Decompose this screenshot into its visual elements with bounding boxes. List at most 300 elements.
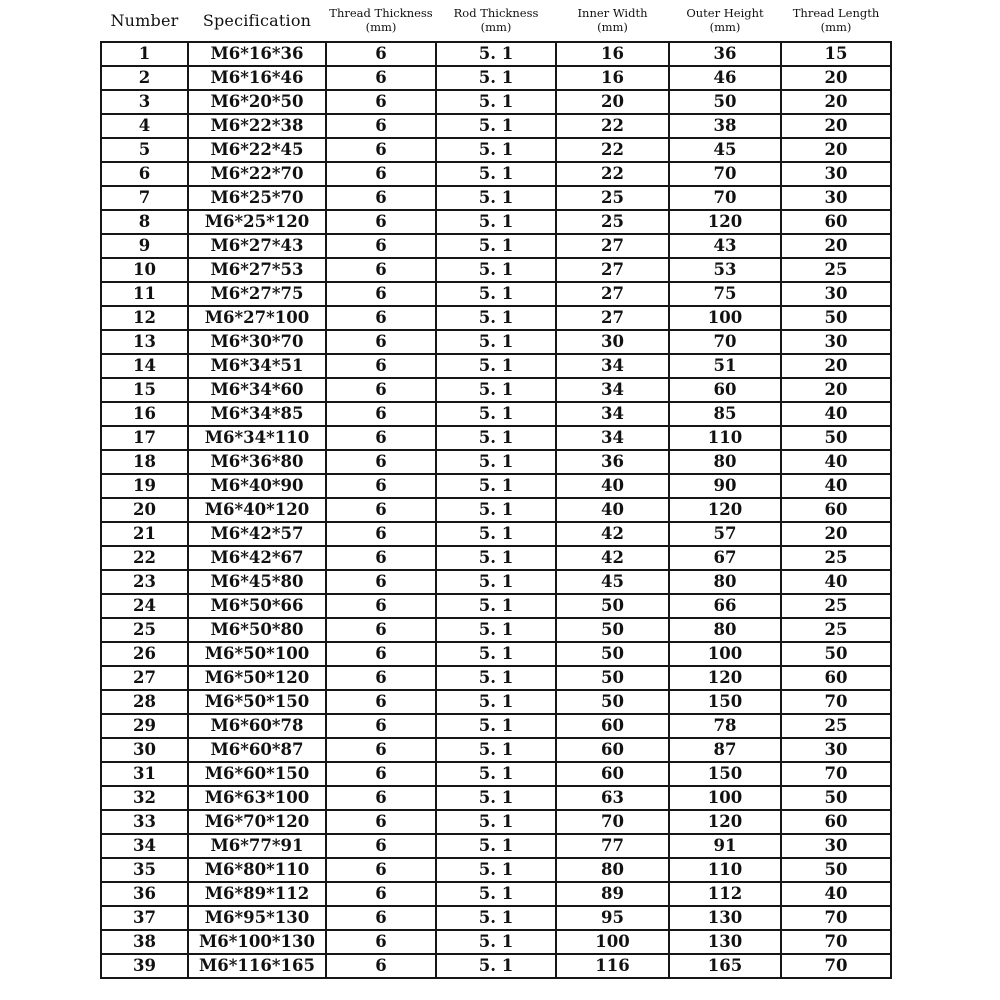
cell-thread_thickness_mm: 6	[326, 426, 436, 450]
cell-rod_thickness_mm: 5. 1	[436, 282, 556, 306]
table-row	[101, 498, 891, 522]
cell-rod_thickness_mm: 5. 1	[436, 330, 556, 354]
table-header-row	[101, 4, 891, 42]
cell-rod_thickness_mm: 5. 1	[436, 762, 556, 786]
cell-rod_thickness_mm: 5. 1	[436, 378, 556, 402]
table-row	[101, 762, 891, 786]
cell-outer_height_mm: 110	[669, 858, 781, 882]
cell-specification: M6*22*70	[188, 162, 326, 186]
cell-specification: M6*30*70	[188, 330, 326, 354]
cell-outer_height_mm: 112	[669, 882, 781, 906]
table-row	[101, 138, 891, 162]
table-row	[101, 810, 891, 834]
cell-thread_thickness_mm: 6	[326, 306, 436, 330]
cell-outer_height_mm: 75	[669, 282, 781, 306]
cell-outer_height_mm: 91	[669, 834, 781, 858]
cell-inner_width_mm: 27	[556, 258, 669, 282]
table-row	[101, 882, 891, 906]
cell-rod_thickness_mm: 5. 1	[436, 858, 556, 882]
cell-inner_width_mm: 63	[556, 786, 669, 810]
col-header-inner-width-label: Inner Width	[577, 6, 648, 20]
cell-rod_thickness_mm: 5. 1	[436, 138, 556, 162]
cell-number: 3	[101, 90, 188, 114]
cell-inner_width_mm: 100	[556, 930, 669, 954]
cell-rod_thickness_mm: 5. 1	[436, 402, 556, 426]
cell-thread_length_mm: 20	[781, 90, 891, 114]
cell-number: 5	[101, 138, 188, 162]
col-header-inner-width	[556, 4, 669, 42]
cell-thread_thickness_mm: 6	[326, 282, 436, 306]
specification-table-container	[100, 4, 892, 979]
cell-inner_width_mm: 50	[556, 594, 669, 618]
cell-specification: M6*27*100	[188, 306, 326, 330]
cell-outer_height_mm: 70	[669, 162, 781, 186]
cell-thread_thickness_mm: 6	[326, 66, 436, 90]
cell-rod_thickness_mm: 5. 1	[436, 426, 556, 450]
cell-outer_height_mm: 66	[669, 594, 781, 618]
col-header-outer-height-label: Outer Height	[686, 6, 764, 20]
cell-outer_height_mm: 130	[669, 906, 781, 930]
cell-thread_thickness_mm: 6	[326, 666, 436, 690]
cell-specification: M6*16*46	[188, 66, 326, 90]
cell-inner_width_mm: 60	[556, 738, 669, 762]
cell-thread_thickness_mm: 6	[326, 930, 436, 954]
table-row	[101, 426, 891, 450]
cell-thread_thickness_mm: 6	[326, 786, 436, 810]
cell-rod_thickness_mm: 5. 1	[436, 306, 556, 330]
cell-inner_width_mm: 36	[556, 450, 669, 474]
table-row	[101, 234, 891, 258]
col-header-rod-thickness-label: Rod Thickness	[453, 6, 539, 20]
cell-thread_length_mm: 20	[781, 234, 891, 258]
cell-rod_thickness_mm: 5. 1	[436, 666, 556, 690]
cell-number: 30	[101, 738, 188, 762]
cell-specification: M6*20*50	[188, 90, 326, 114]
cell-rod_thickness_mm: 5. 1	[436, 738, 556, 762]
cell-thread_length_mm: 60	[781, 666, 891, 690]
cell-thread_thickness_mm: 6	[326, 138, 436, 162]
cell-outer_height_mm: 51	[669, 354, 781, 378]
cell-thread_length_mm: 30	[781, 282, 891, 306]
cell-thread_thickness_mm: 6	[326, 186, 436, 210]
cell-thread_thickness_mm: 6	[326, 738, 436, 762]
cell-number: 11	[101, 282, 188, 306]
cell-outer_height_mm: 100	[669, 786, 781, 810]
cell-rod_thickness_mm: 5. 1	[436, 90, 556, 114]
cell-thread_length_mm: 40	[781, 474, 891, 498]
cell-thread_thickness_mm: 6	[326, 210, 436, 234]
cell-rod_thickness_mm: 5. 1	[436, 258, 556, 282]
cell-number: 6	[101, 162, 188, 186]
cell-specification: M6*42*57	[188, 522, 326, 546]
cell-number: 10	[101, 258, 188, 282]
cell-number: 25	[101, 618, 188, 642]
cell-inner_width_mm: 34	[556, 426, 669, 450]
cell-specification: M6*25*120	[188, 210, 326, 234]
cell-inner_width_mm: 25	[556, 210, 669, 234]
cell-rod_thickness_mm: 5. 1	[436, 810, 556, 834]
cell-inner_width_mm: 27	[556, 282, 669, 306]
cell-inner_width_mm: 42	[556, 522, 669, 546]
table-row	[101, 738, 891, 762]
cell-outer_height_mm: 120	[669, 810, 781, 834]
cell-inner_width_mm: 20	[556, 90, 669, 114]
cell-number: 27	[101, 666, 188, 690]
cell-thread_length_mm: 30	[781, 330, 891, 354]
cell-number: 15	[101, 378, 188, 402]
cell-outer_height_mm: 120	[669, 210, 781, 234]
cell-rod_thickness_mm: 5. 1	[436, 930, 556, 954]
cell-thread_thickness_mm: 6	[326, 354, 436, 378]
cell-specification: M6*34*51	[188, 354, 326, 378]
cell-outer_height_mm: 150	[669, 690, 781, 714]
cell-thread_length_mm: 25	[781, 594, 891, 618]
cell-specification: M6*100*130	[188, 930, 326, 954]
table-row	[101, 714, 891, 738]
table-row	[101, 186, 891, 210]
cell-outer_height_mm: 110	[669, 426, 781, 450]
cell-thread_thickness_mm: 6	[326, 642, 436, 666]
cell-specification: M6*34*110	[188, 426, 326, 450]
cell-rod_thickness_mm: 5. 1	[436, 882, 556, 906]
col-header-number	[101, 4, 188, 42]
cell-inner_width_mm: 27	[556, 306, 669, 330]
cell-specification: M6*63*100	[188, 786, 326, 810]
cell-thread_length_mm: 30	[781, 162, 891, 186]
cell-specification: M6*25*70	[188, 186, 326, 210]
cell-thread_length_mm: 50	[781, 786, 891, 810]
cell-outer_height_mm: 80	[669, 570, 781, 594]
cell-thread_length_mm: 25	[781, 714, 891, 738]
cell-inner_width_mm: 50	[556, 618, 669, 642]
cell-thread_thickness_mm: 6	[326, 570, 436, 594]
cell-rod_thickness_mm: 5. 1	[436, 690, 556, 714]
cell-rod_thickness_mm: 5. 1	[436, 450, 556, 474]
cell-inner_width_mm: 40	[556, 474, 669, 498]
cell-outer_height_mm: 50	[669, 90, 781, 114]
cell-thread_length_mm: 20	[781, 138, 891, 162]
table-row	[101, 690, 891, 714]
cell-specification: M6*50*66	[188, 594, 326, 618]
cell-outer_height_mm: 87	[669, 738, 781, 762]
cell-inner_width_mm: 50	[556, 690, 669, 714]
cell-thread_length_mm: 20	[781, 114, 891, 138]
cell-outer_height_mm: 57	[669, 522, 781, 546]
col-header-thread-length-unit: (mm)	[820, 19, 852, 34]
col-header-thread-length	[781, 4, 891, 42]
col-header-rod-thickness	[436, 4, 556, 42]
table-row	[101, 210, 891, 234]
table-row	[101, 258, 891, 282]
cell-thread_thickness_mm: 6	[326, 90, 436, 114]
cell-specification: M6*40*120	[188, 498, 326, 522]
table-row	[101, 930, 891, 954]
cell-rod_thickness_mm: 5. 1	[436, 714, 556, 738]
cell-specification: M6*50*120	[188, 666, 326, 690]
cell-thread_length_mm: 20	[781, 354, 891, 378]
cell-thread_length_mm: 50	[781, 858, 891, 882]
cell-rod_thickness_mm: 5. 1	[436, 594, 556, 618]
cell-number: 34	[101, 834, 188, 858]
cell-rod_thickness_mm: 5. 1	[436, 234, 556, 258]
cell-number: 13	[101, 330, 188, 354]
table-row	[101, 618, 891, 642]
cell-number: 19	[101, 474, 188, 498]
cell-thread_length_mm: 60	[781, 210, 891, 234]
cell-inner_width_mm: 60	[556, 714, 669, 738]
cell-outer_height_mm: 67	[669, 546, 781, 570]
table-row	[101, 954, 891, 978]
table-row	[101, 450, 891, 474]
specification-table	[100, 4, 892, 979]
cell-rod_thickness_mm: 5. 1	[436, 66, 556, 90]
cell-inner_width_mm: 34	[556, 354, 669, 378]
cell-specification: M6*27*53	[188, 258, 326, 282]
cell-thread_thickness_mm: 6	[326, 546, 436, 570]
cell-outer_height_mm: 70	[669, 186, 781, 210]
table-row	[101, 306, 891, 330]
cell-outer_height_mm: 78	[669, 714, 781, 738]
col-header-outer-height	[669, 4, 781, 42]
cell-specification: M6*27*75	[188, 282, 326, 306]
cell-thread_length_mm: 25	[781, 546, 891, 570]
cell-thread_length_mm: 60	[781, 498, 891, 522]
table-row	[101, 834, 891, 858]
cell-thread_length_mm: 40	[781, 402, 891, 426]
cell-thread_length_mm: 40	[781, 882, 891, 906]
cell-thread_length_mm: 20	[781, 378, 891, 402]
cell-inner_width_mm: 22	[556, 114, 669, 138]
cell-outer_height_mm: 45	[669, 138, 781, 162]
cell-thread_thickness_mm: 6	[326, 378, 436, 402]
cell-number: 12	[101, 306, 188, 330]
table-header	[101, 4, 891, 42]
cell-rod_thickness_mm: 5. 1	[436, 642, 556, 666]
cell-thread_thickness_mm: 6	[326, 906, 436, 930]
cell-outer_height_mm: 36	[669, 42, 781, 66]
cell-inner_width_mm: 116	[556, 954, 669, 978]
cell-thread_thickness_mm: 6	[326, 594, 436, 618]
cell-outer_height_mm: 38	[669, 114, 781, 138]
cell-specification: M6*50*80	[188, 618, 326, 642]
cell-thread_thickness_mm: 6	[326, 114, 436, 138]
cell-outer_height_mm: 53	[669, 258, 781, 282]
cell-number: 8	[101, 210, 188, 234]
table-row	[101, 114, 891, 138]
cell-number: 22	[101, 546, 188, 570]
table-row	[101, 354, 891, 378]
cell-thread_thickness_mm: 6	[326, 474, 436, 498]
cell-inner_width_mm: 16	[556, 66, 669, 90]
cell-inner_width_mm: 50	[556, 666, 669, 690]
cell-outer_height_mm: 46	[669, 66, 781, 90]
table-row	[101, 786, 891, 810]
cell-number: 31	[101, 762, 188, 786]
cell-inner_width_mm: 95	[556, 906, 669, 930]
table-row	[101, 594, 891, 618]
cell-thread_length_mm: 20	[781, 522, 891, 546]
table-row	[101, 66, 891, 90]
col-header-thread-thickness	[326, 4, 436, 42]
table-row	[101, 570, 891, 594]
cell-rod_thickness_mm: 5. 1	[436, 210, 556, 234]
cell-thread_thickness_mm: 6	[326, 258, 436, 282]
cell-number: 38	[101, 930, 188, 954]
cell-rod_thickness_mm: 5. 1	[436, 522, 556, 546]
cell-rod_thickness_mm: 5. 1	[436, 186, 556, 210]
table-row	[101, 546, 891, 570]
cell-outer_height_mm: 130	[669, 930, 781, 954]
cell-inner_width_mm: 22	[556, 138, 669, 162]
cell-rod_thickness_mm: 5. 1	[436, 354, 556, 378]
cell-inner_width_mm: 16	[556, 42, 669, 66]
cell-outer_height_mm: 43	[669, 234, 781, 258]
table-row	[101, 330, 891, 354]
cell-number: 29	[101, 714, 188, 738]
table-row	[101, 378, 891, 402]
cell-outer_height_mm: 100	[669, 642, 781, 666]
cell-number: 18	[101, 450, 188, 474]
cell-number: 9	[101, 234, 188, 258]
cell-inner_width_mm: 27	[556, 234, 669, 258]
cell-specification: M6*60*150	[188, 762, 326, 786]
cell-outer_height_mm: 90	[669, 474, 781, 498]
cell-inner_width_mm: 30	[556, 330, 669, 354]
cell-thread_thickness_mm: 6	[326, 858, 436, 882]
cell-specification: M6*50*100	[188, 642, 326, 666]
cell-outer_height_mm: 80	[669, 618, 781, 642]
cell-thread_thickness_mm: 6	[326, 450, 436, 474]
table-row	[101, 858, 891, 882]
cell-inner_width_mm: 42	[556, 546, 669, 570]
cell-inner_width_mm: 60	[556, 762, 669, 786]
table-row	[101, 522, 891, 546]
cell-specification: M6*50*150	[188, 690, 326, 714]
cell-specification: M6*27*43	[188, 234, 326, 258]
cell-thread_thickness_mm: 6	[326, 714, 436, 738]
cell-rod_thickness_mm: 5. 1	[436, 786, 556, 810]
col-header-rod-thickness-unit: (mm)	[480, 19, 512, 34]
cell-rod_thickness_mm: 5. 1	[436, 618, 556, 642]
cell-thread_length_mm: 30	[781, 834, 891, 858]
cell-rod_thickness_mm: 5. 1	[436, 42, 556, 66]
cell-number: 35	[101, 858, 188, 882]
table-body	[101, 42, 891, 978]
cell-outer_height_mm: 70	[669, 330, 781, 354]
cell-number: 33	[101, 810, 188, 834]
table-row	[101, 666, 891, 690]
cell-number: 1	[101, 42, 188, 66]
cell-specification: M6*22*45	[188, 138, 326, 162]
cell-thread_thickness_mm: 6	[326, 762, 436, 786]
col-header-thread-thickness-unit: (mm)	[365, 19, 397, 34]
cell-number: 28	[101, 690, 188, 714]
cell-inner_width_mm: 70	[556, 810, 669, 834]
cell-thread_length_mm: 25	[781, 618, 891, 642]
cell-thread_thickness_mm: 6	[326, 234, 436, 258]
cell-number: 21	[101, 522, 188, 546]
cell-thread_length_mm: 40	[781, 570, 891, 594]
cell-number: 14	[101, 354, 188, 378]
cell-number: 24	[101, 594, 188, 618]
cell-inner_width_mm: 22	[556, 162, 669, 186]
col-header-inner-width-unit: (mm)	[597, 19, 628, 34]
cell-inner_width_mm: 77	[556, 834, 669, 858]
cell-specification: M6*70*120	[188, 810, 326, 834]
cell-number: 20	[101, 498, 188, 522]
cell-thread_length_mm: 70	[781, 690, 891, 714]
cell-specification: M6*34*85	[188, 402, 326, 426]
cell-thread_thickness_mm: 6	[326, 882, 436, 906]
cell-outer_height_mm: 80	[669, 450, 781, 474]
cell-inner_width_mm: 80	[556, 858, 669, 882]
cell-thread_length_mm: 15	[781, 42, 891, 66]
cell-specification: M6*42*67	[188, 546, 326, 570]
table-row	[101, 906, 891, 930]
cell-rod_thickness_mm: 5. 1	[436, 114, 556, 138]
cell-outer_height_mm: 85	[669, 402, 781, 426]
cell-thread_length_mm: 70	[781, 930, 891, 954]
cell-specification: M6*77*91	[188, 834, 326, 858]
cell-number: 26	[101, 642, 188, 666]
cell-outer_height_mm: 120	[669, 498, 781, 522]
cell-inner_width_mm: 25	[556, 186, 669, 210]
cell-outer_height_mm: 100	[669, 306, 781, 330]
cell-specification: M6*95*130	[188, 906, 326, 930]
col-header-thread-thickness-label: Thread Thickness	[329, 6, 433, 20]
cell-thread_thickness_mm: 6	[326, 498, 436, 522]
cell-thread_length_mm: 20	[781, 66, 891, 90]
cell-rod_thickness_mm: 5. 1	[436, 162, 556, 186]
cell-thread_thickness_mm: 6	[326, 402, 436, 426]
cell-rod_thickness_mm: 5. 1	[436, 498, 556, 522]
cell-number: 37	[101, 906, 188, 930]
cell-number: 4	[101, 114, 188, 138]
cell-thread_length_mm: 70	[781, 906, 891, 930]
table-row	[101, 474, 891, 498]
col-header-thread-length-label: Thread Length	[792, 6, 880, 20]
cell-specification: M6*60*78	[188, 714, 326, 738]
cell-inner_width_mm: 45	[556, 570, 669, 594]
cell-rod_thickness_mm: 5. 1	[436, 546, 556, 570]
cell-outer_height_mm: 60	[669, 378, 781, 402]
cell-thread_length_mm: 50	[781, 642, 891, 666]
cell-number: 23	[101, 570, 188, 594]
cell-thread_thickness_mm: 6	[326, 954, 436, 978]
cell-specification: M6*89*112	[188, 882, 326, 906]
cell-specification: M6*16*36	[188, 42, 326, 66]
cell-outer_height_mm: 150	[669, 762, 781, 786]
cell-rod_thickness_mm: 5. 1	[436, 906, 556, 930]
cell-number: 39	[101, 954, 188, 978]
cell-number: 17	[101, 426, 188, 450]
cell-outer_height_mm: 165	[669, 954, 781, 978]
cell-thread_length_mm: 25	[781, 258, 891, 282]
table-row	[101, 642, 891, 666]
cell-rod_thickness_mm: 5. 1	[436, 954, 556, 978]
cell-thread_length_mm: 30	[781, 186, 891, 210]
cell-thread_length_mm: 70	[781, 954, 891, 978]
col-header-specification-label: Specification	[202, 10, 312, 30]
cell-specification: M6*22*38	[188, 114, 326, 138]
table-row	[101, 42, 891, 66]
table-row	[101, 282, 891, 306]
cell-thread_length_mm: 50	[781, 306, 891, 330]
cell-inner_width_mm: 50	[556, 642, 669, 666]
cell-thread_length_mm: 40	[781, 450, 891, 474]
cell-specification: M6*40*90	[188, 474, 326, 498]
cell-inner_width_mm: 34	[556, 402, 669, 426]
